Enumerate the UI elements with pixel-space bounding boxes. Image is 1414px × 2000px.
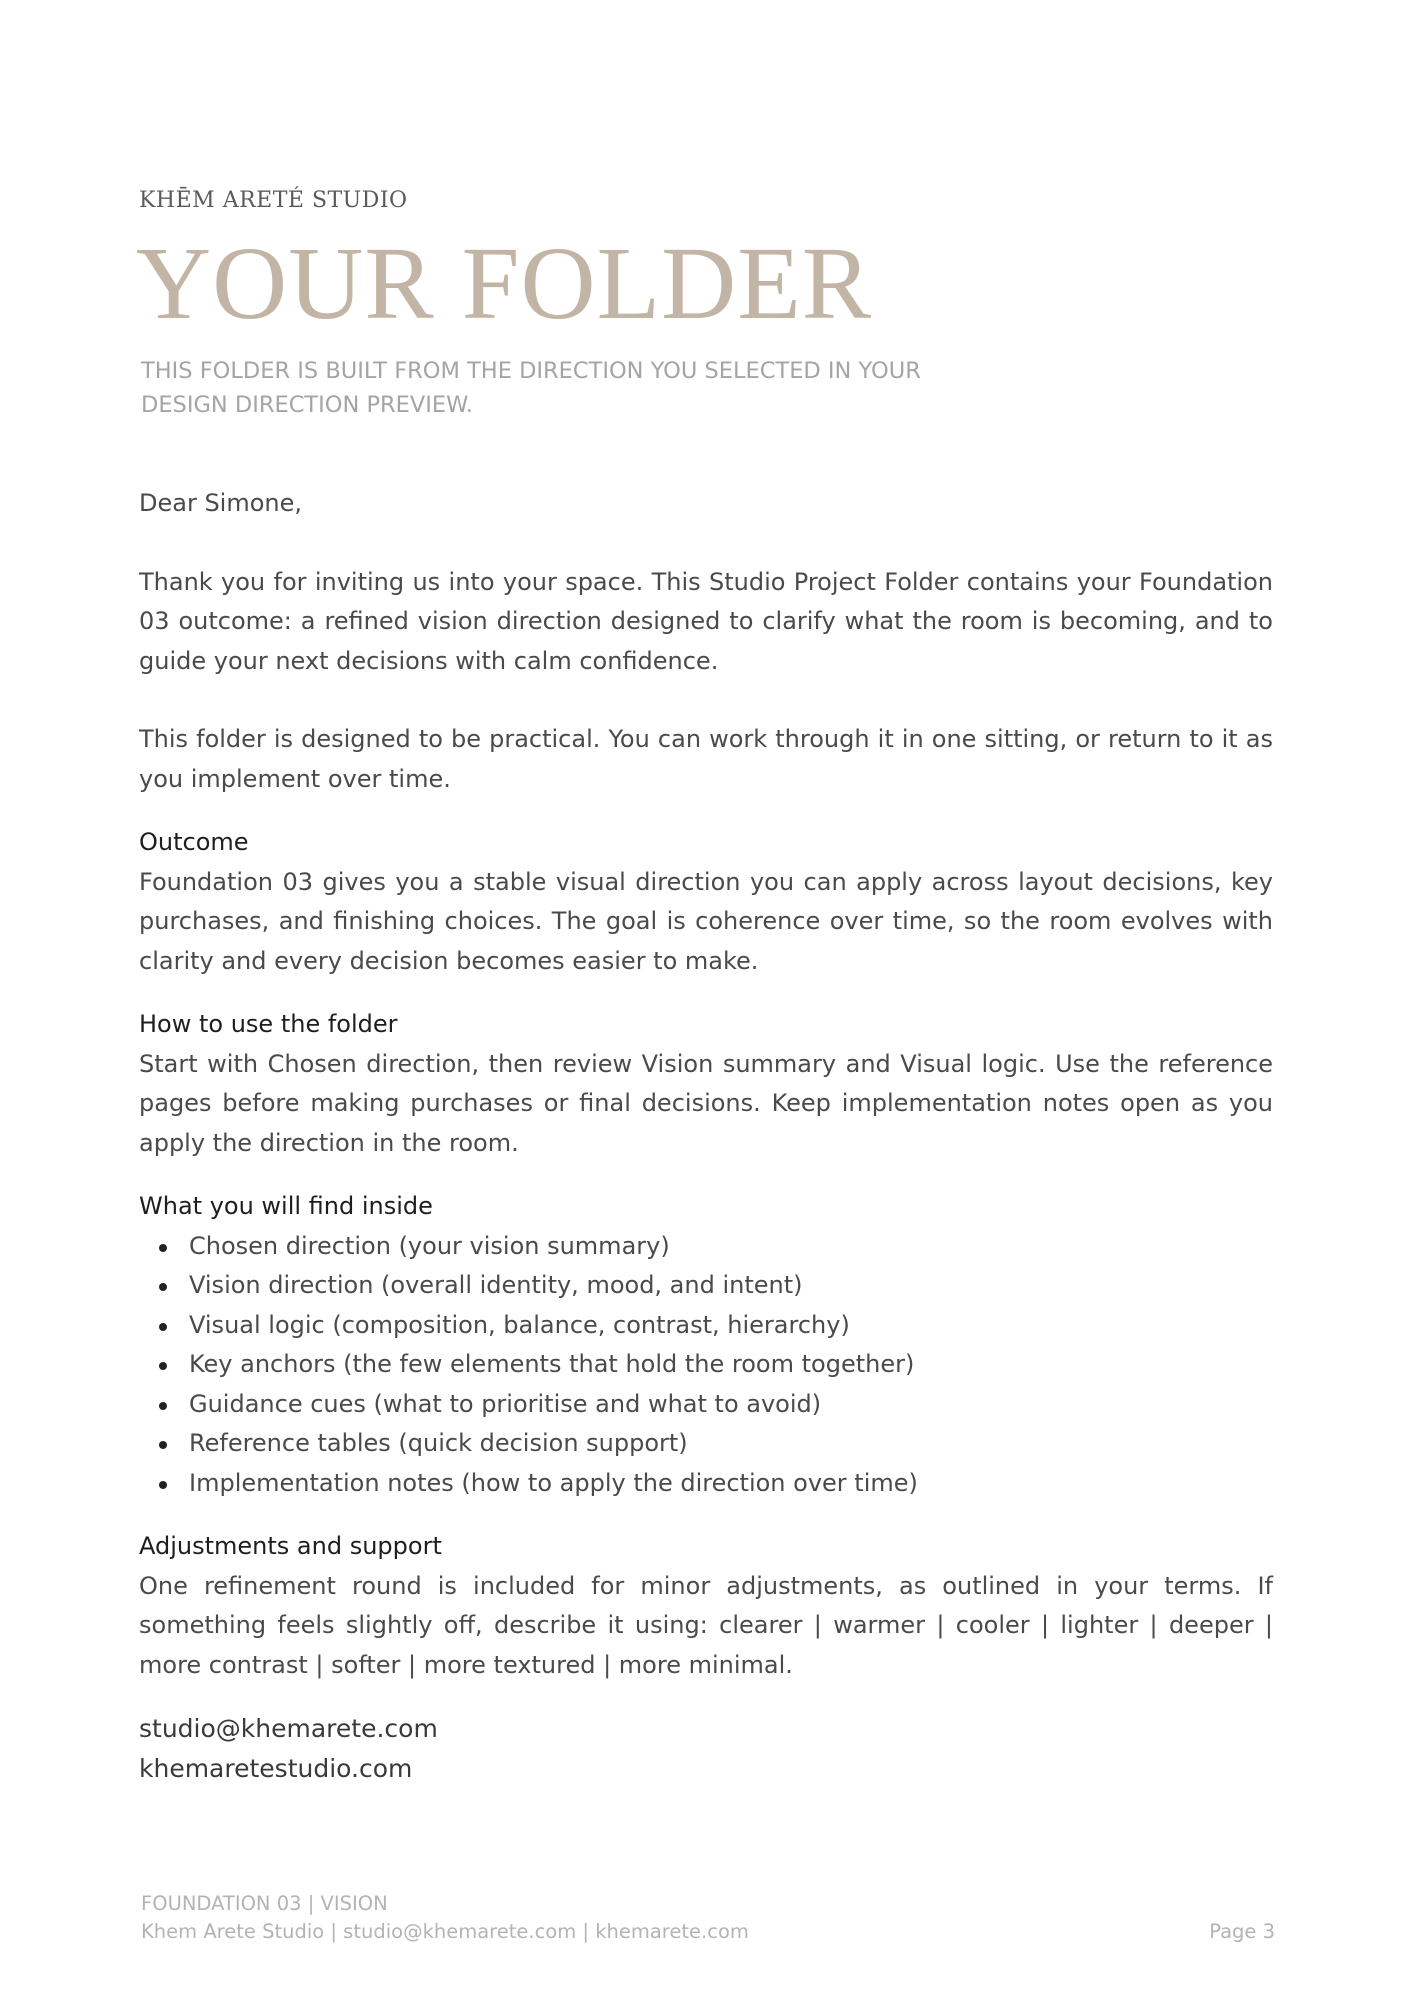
how-to-use-text: Start with Chosen direction, then review Vision summary and Visual logic. Use the reference pages before making purchases or final decisions. Keep implementation notes open as you apply the direction in the room. [139, 1049, 1273, 1157]
page-title: YOUR FOLDER [136, 226, 873, 341]
inside-list [139, 1227, 1273, 1504]
letter-body [139, 484, 1273, 1788]
adjustments-heading: Adjustments and support [139, 1532, 442, 1560]
list-item: Guidance cues (what to prioritise and what to avoid) [189, 1385, 1273, 1425]
how-to-use-heading: How to use the folder [139, 1010, 398, 1038]
outcome-text: Foundation 03 gives you a stable visual direction you can apply across layout decisions, key purchases, and finishing choices. The goal is coherence over time, so the room evolves with clarity and every decision becomes easier to make. [139, 867, 1273, 975]
subtitle-line-2: DESIGN DIRECTION PREVIEW. [141, 392, 473, 418]
inside-heading: What you will find inside [139, 1192, 433, 1220]
letter-greeting: Dear Simone, [139, 489, 303, 517]
list-item: Vision direction (overall identity, mood, and intent) [189, 1266, 1273, 1306]
list-item: Implementation notes (how to apply the direction over time) [189, 1464, 1273, 1504]
contact-email-link[interactable]: studio@khemarete.com [139, 1714, 438, 1743]
adjustments-section [139, 1527, 1273, 1685]
footer-section-label: FOUNDATION 03 | VISION [141, 1892, 388, 1915]
inside-section [139, 1187, 1273, 1503]
page-subtitle [141, 354, 1041, 422]
list-item: Key anchors (the few elements that hold the room together) [189, 1345, 1273, 1385]
letter-practical-paragraph: This folder is designed to be practical. You can work through it in one sitting, or return to it as you implement over time. [139, 725, 1273, 793]
subtitle-line-1: THIS FOLDER IS BUILT FROM THE DIRECTION YOU SELECTED IN YOUR [141, 358, 921, 384]
page-footer [141, 1890, 1275, 1946]
letter-intro-paragraph: Thank you for inviting us into your space. This Studio Project Folder contains your Foundation 03 outcome: a refined vision direction designed to clarify what the room is becoming, and to guide your next decisions with calm confidence. [139, 567, 1273, 675]
list-item: Visual logic (composition, balance, contrast, hierarchy) [189, 1306, 1273, 1346]
contact-block [139, 1709, 1273, 1788]
footer-page-number: Page 3 [1209, 1920, 1275, 1943]
footer-row [141, 1918, 1275, 1946]
list-item: Chosen direction (your vision summary) [189, 1227, 1273, 1267]
contact-website-link[interactable]: khemaretestudio.com [139, 1753, 413, 1783]
outcome-heading: Outcome [139, 828, 249, 856]
adjustments-text: One refinement round is included for minor adjustments, as outlined in your terms. If something feels slightly off, describe it using: clearer | warmer | cooler | lighter | deeper | more contrast | softer | more textured | more minimal. [139, 1571, 1273, 1679]
footer-studio-line: Khem Arete Studio | studio@khemarete.com | khemarete.com [141, 1920, 749, 1943]
studio-brand-name: KHĒM ARETÉ STUDIO [139, 188, 408, 213]
how-to-use-section [139, 1005, 1273, 1163]
outcome-section [139, 823, 1273, 981]
list-item: Reference tables (quick decision support) [189, 1424, 1273, 1464]
